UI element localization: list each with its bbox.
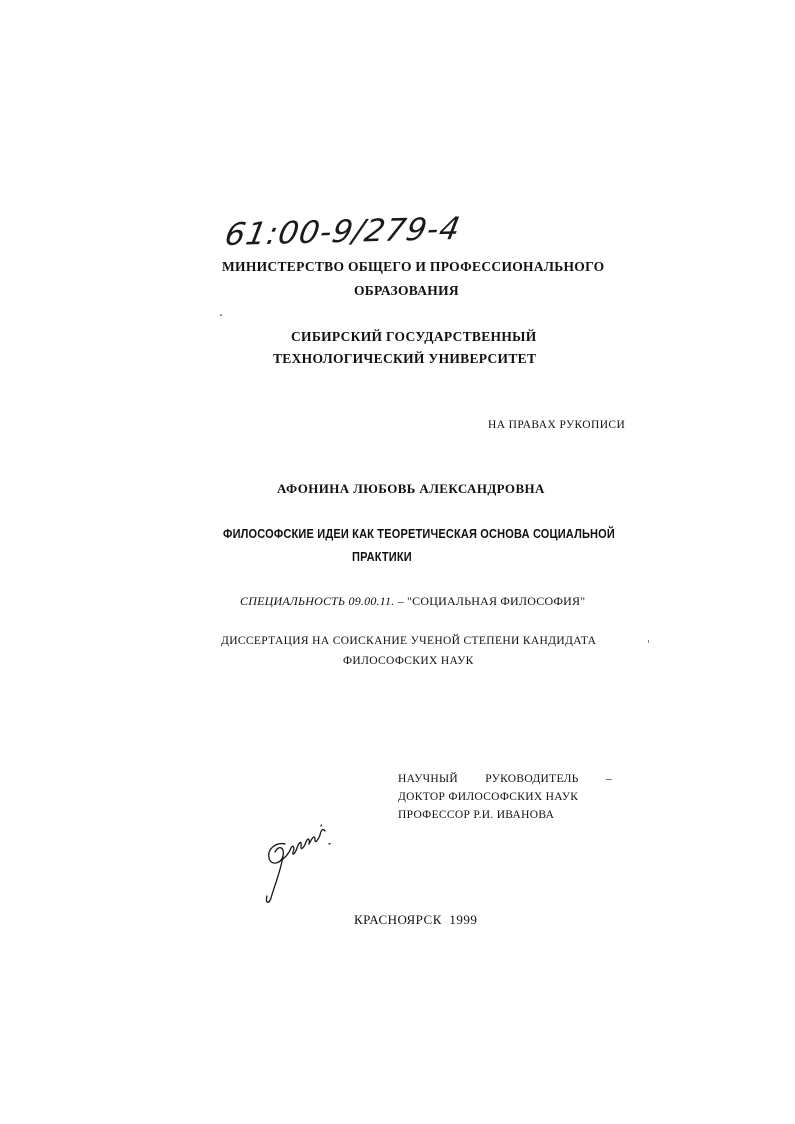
author-name: АФОНИНА ЛЮБОВЬ АЛЕКСАНДРОВНА: [277, 481, 545, 496]
advisor-role-word-1: НАУЧНЫЙ: [398, 773, 458, 785]
handwritten-signature: [255, 818, 345, 908]
advisor-name: ПРОФЕССОР Р.И. ИВАНОВА: [398, 809, 555, 821]
city-and-year: КРАСНОЯРСК 1999: [354, 912, 478, 927]
specialty-name: – "СОЦИАЛЬНАЯ ФИЛОСОФИЯ": [394, 594, 586, 608]
advisor-role-word-2: РУКОВОДИТЕЛЬ: [485, 773, 579, 785]
manuscript-rights-label: НА ПРАВАХ РУКОПИСИ: [488, 419, 626, 431]
handwritten-catalog-number: 61:00-9/279-4: [222, 210, 464, 254]
specialty-line: [240, 595, 585, 607]
ministry-name-line-2: ОБРАЗОВАНИЯ: [354, 283, 459, 298]
dissertation-title-line-2: ПРАКТИКИ: [352, 550, 412, 564]
scientific-advisor-block: [398, 773, 612, 827]
advisor-role: [398, 773, 612, 790]
dissertation-title-line-1: ФИЛОСОФСКИЕ ИДЕИ КАК ТЕОРЕТИЧЕСКАЯ ОСНОВА СОЦИАЛЬНОЙ: [223, 527, 615, 541]
scan-speck: [220, 314, 222, 316]
advisor-degree: ДОКТОР ФИЛОСОФСКИХ НАУК: [398, 791, 579, 803]
ministry-name-line-1: МИНИСТЕРСТВО ОБЩЕГО И ПРОФЕССИОНАЛЬНОГО: [222, 259, 605, 274]
dissertation-degree-line-2: ФИЛОСОФСКИХ НАУК: [343, 655, 474, 667]
dissertation-degree-line-1: ДИССЕРТАЦИЯ НА СОИСКАНИЕ УЧЕНОЙ СТЕПЕНИ КАНДИДАТА: [221, 635, 597, 647]
university-name-line-1: СИБИРСКИЙ ГОСУДАРСТВЕННЫЙ: [291, 329, 537, 344]
specialty-code: СПЕЦИАЛЬНОСТЬ 09.00.11.: [240, 594, 395, 608]
university-name-line-2: ТЕХНОЛОГИЧЕСКИЙ УНИВЕРСИТЕТ: [273, 351, 537, 366]
advisor-role-dash: –: [605, 773, 612, 785]
scan-speck: [648, 640, 649, 643]
